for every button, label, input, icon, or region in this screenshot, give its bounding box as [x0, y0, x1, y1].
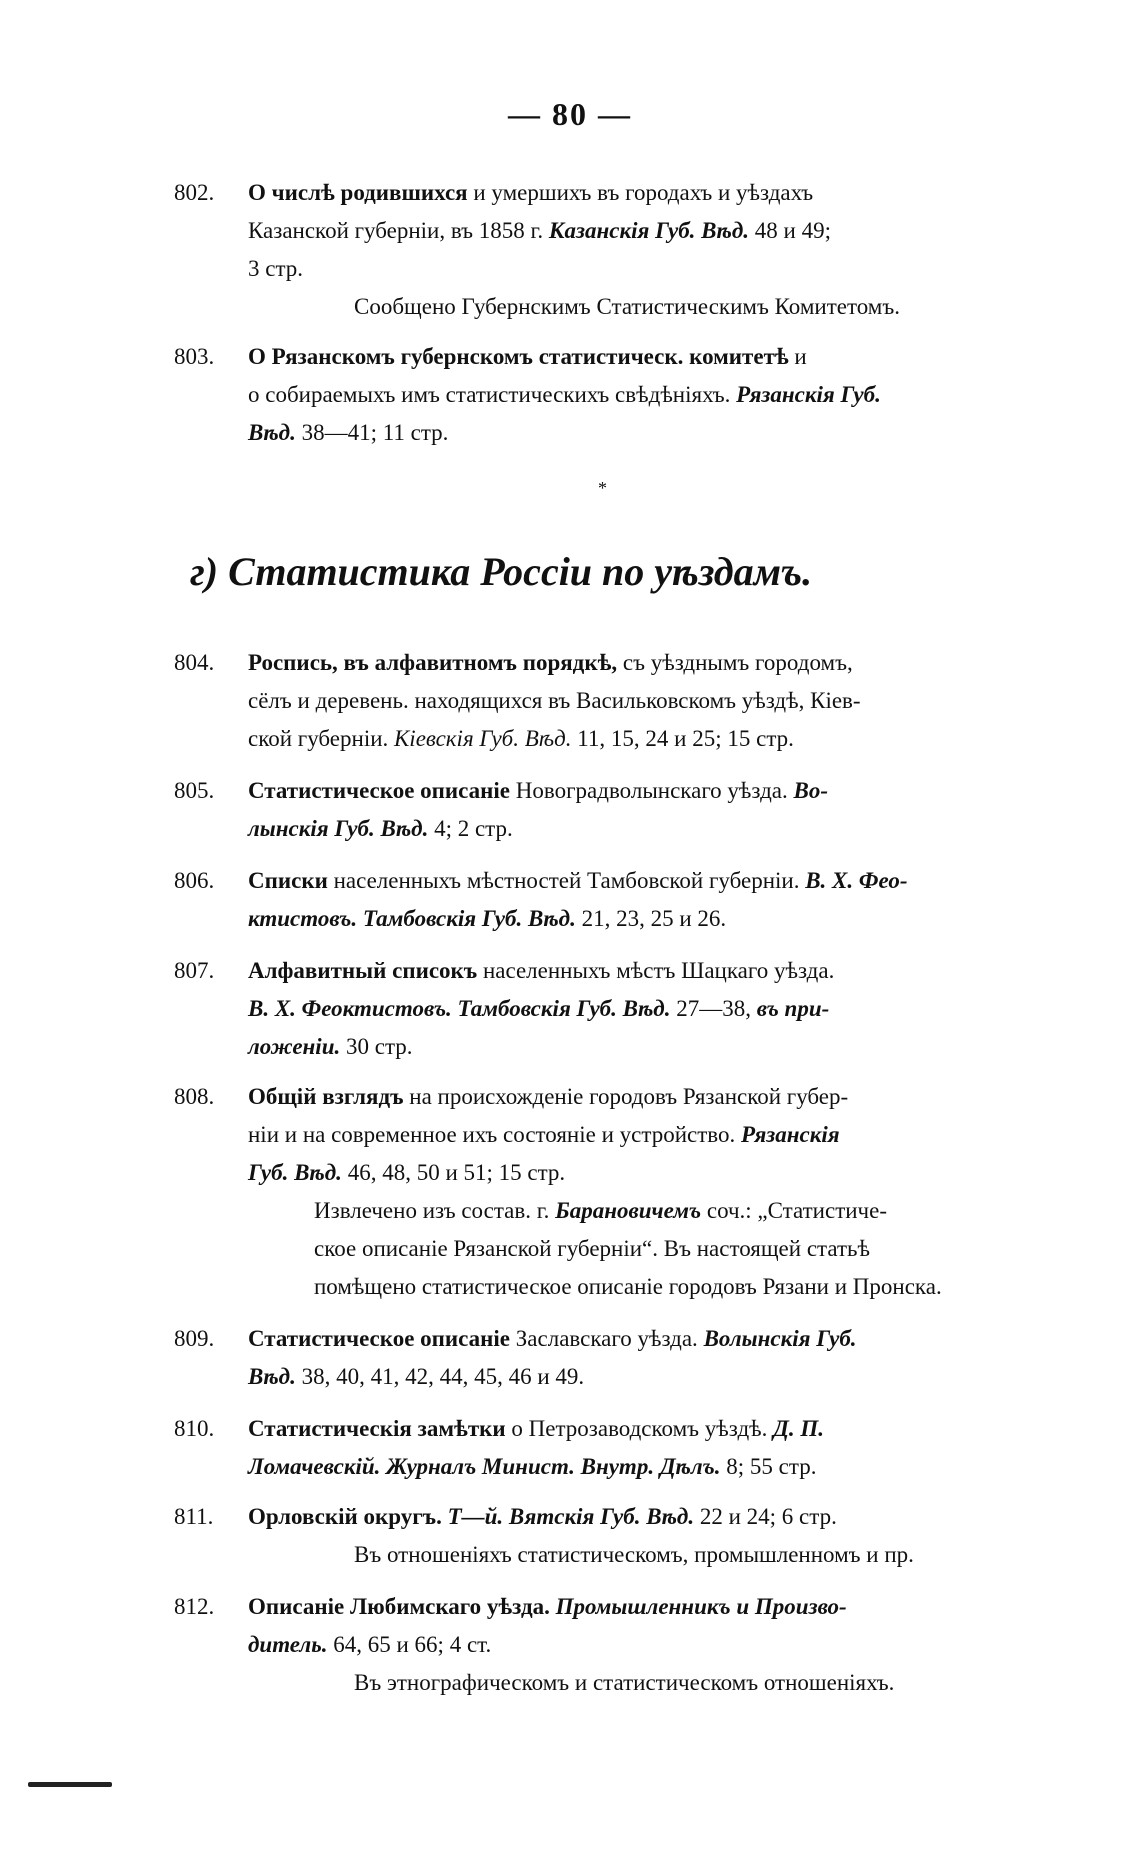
margin-rule	[28, 1782, 112, 1787]
entry-number: 803.	[174, 344, 215, 369]
section-heading: г) Статистика Россіи по уѣздамъ.	[190, 549, 813, 594]
entry-title: Статистическое описаніе	[248, 1326, 511, 1351]
entry-source: лынскія Губ. Вѣд.	[248, 816, 429, 841]
entry-title: Роспись, въ алфавитномъ порядкѣ,	[248, 650, 618, 675]
entry-number: 811.	[174, 1504, 214, 1529]
entry-title: Алфавитный списокъ	[248, 958, 478, 983]
entry-title: О числѣ родившихся	[248, 180, 468, 205]
entry-note: Сообщено Губернскимъ Статистическимъ Комитетомъ.	[354, 294, 900, 319]
entry-number: 802.	[174, 180, 215, 205]
list-item: 811. Орловскій округъ. Т—й. Вятскія Губ. Вѣд. 22 и 24; 6 стр. Въ отношеніяхъ статистическомъ, промышленномъ и пр.	[174, 1498, 1074, 1574]
entry-source: Кіевскія Губ. Вѣд.	[394, 726, 572, 751]
entry-title: Описаніе Любимскаго уѣзда.	[248, 1594, 550, 1619]
entry-source: Ломачевскій. Журналъ Минист. Внутр. Дѣлъ.	[248, 1454, 721, 1479]
entry-title: Статистическія замѣтки	[248, 1416, 506, 1441]
entry-number: 807.	[174, 958, 215, 983]
list-item: 808. Общій взглядъ на происхожденіе городовъ Рязанской губер- ніи и на современное ихъ состояніе и устройство. Рязанскія Губ. Вѣд. 46, 48, 50 и 51; 15 стр. Извлечено изъ состав. г. Барановичемъ соч.: „Статистиче- ское описаніе Рязанской губерніи“. Въ настоящей статьѣ помѣщено статистическое описаніе городовъ Рязани и Пронска.	[174, 1078, 1074, 1306]
entry-title: Общій взглядъ	[248, 1084, 404, 1109]
entry-number: 804.	[174, 650, 215, 675]
entry-source: Вѣд.	[248, 1364, 296, 1389]
entry-source: ктистовъ. Тамбовскія Губ. Вѣд.	[248, 906, 576, 931]
entry-source: Казанскія Губ. Вѣд.	[548, 218, 750, 243]
entry-title: Списки	[248, 868, 328, 893]
list-item: 809. Статистическое описаніе Заславскаго уѣзда. Волынскія Губ. Вѣд. 38, 40, 41, 42, 44, 45, 46 и 49.	[174, 1320, 1074, 1396]
page-number: — 80 —	[508, 96, 632, 132]
list-item: 805. Статистическое описаніе Новоградволынскаго уѣзда. Во- лынскія Губ. Вѣд. 4; 2 стр.	[174, 772, 1074, 848]
entry-source: дитель.	[248, 1632, 328, 1657]
entry-number: 810.	[174, 1416, 215, 1441]
ornament-asterisk: *	[598, 478, 607, 498]
entry-title: Статистическое описаніе	[248, 778, 511, 803]
entry-number: 806.	[174, 868, 215, 893]
entry-note: Въ отношеніяхъ статистическомъ, промышленномъ и пр.	[354, 1542, 914, 1567]
entry-number: 809.	[174, 1326, 215, 1351]
entry-note: Извлечено изъ состав. г. Барановичемъ соч.: „Статистиче-	[314, 1198, 887, 1223]
entry-source: В. Х. Феоктистовъ. Тамбовскія Губ. Вѣд.	[248, 996, 671, 1021]
entry-number: 808.	[174, 1084, 215, 1109]
entry-source: Рязанскія Губ.	[736, 382, 881, 407]
list-item: 806. Списки населенныхъ мѣстностей Тамбовской губерніи. В. Х. Фео- ктистовъ. Тамбовскія Губ. Вѣд. 21, 23, 25 и 26.	[174, 862, 1074, 938]
list-item: 803. О Рязанскомъ губернскомъ статистическ. комитетѣ и о собираемыхъ имъ статистическихъ свѣдѣніяхъ. Рязанскія Губ. Вѣд. 38—41; 11 стр.	[174, 338, 1074, 452]
entry-title: О Рязанскомъ губернскомъ статистическ. комитетѣ	[248, 344, 789, 369]
entry-number: 805.	[174, 778, 215, 803]
entry-number: 812.	[174, 1594, 215, 1619]
entry-title: Орловскій округъ.	[248, 1504, 442, 1529]
list-item: 802. О числѣ родившихся и умершихъ въ городахъ и уѣздахъ Казанской губерніи, въ 1858 г. Казанскія Губ. Вѣд. 48 и 49; 3 стр. Сообщено Губернскимъ Статистическимъ Комитетомъ.	[174, 174, 1074, 326]
entry-source: Губ. Вѣд.	[248, 1160, 342, 1185]
entry-note: Въ этнографическомъ и статистическомъ отношеніяхъ.	[354, 1670, 895, 1695]
list-item: 812. Описаніе Любимскаго уѣзда. Промышленникъ и Произво- дитель. 64, 65 и 66; 4 ст. Въ этнографическомъ и статистическомъ отношеніяхъ.	[174, 1588, 1074, 1702]
list-item: 807. Алфавитный списокъ населенныхъ мѣстъ Шацкаго уѣзда. В. Х. Феоктистовъ. Тамбовскія Губ. Вѣд. 27—38, въ при- ложеніи. 30 стр.	[174, 952, 1074, 1066]
entry-source: Т—й. Вятскія Губ. Вѣд.	[447, 1504, 695, 1529]
list-item: 810. Статистическія замѣтки о Петрозаводскомъ уѣздѣ. Д. П. Ломачевскій. Журналъ Минист. Внутр. Дѣлъ. 8; 55 стр.	[174, 1410, 1074, 1486]
list-item: 804. Роспись, въ алфавитномъ порядкѣ, съ уѣзднымъ городомъ, сёлъ и деревень. находящихся въ Васильковскомъ уѣздѣ, Кіев- ской губерніи. Кіевскія Губ. Вѣд. 11, 15, 24 и 25; 15 стр.	[174, 644, 1074, 758]
